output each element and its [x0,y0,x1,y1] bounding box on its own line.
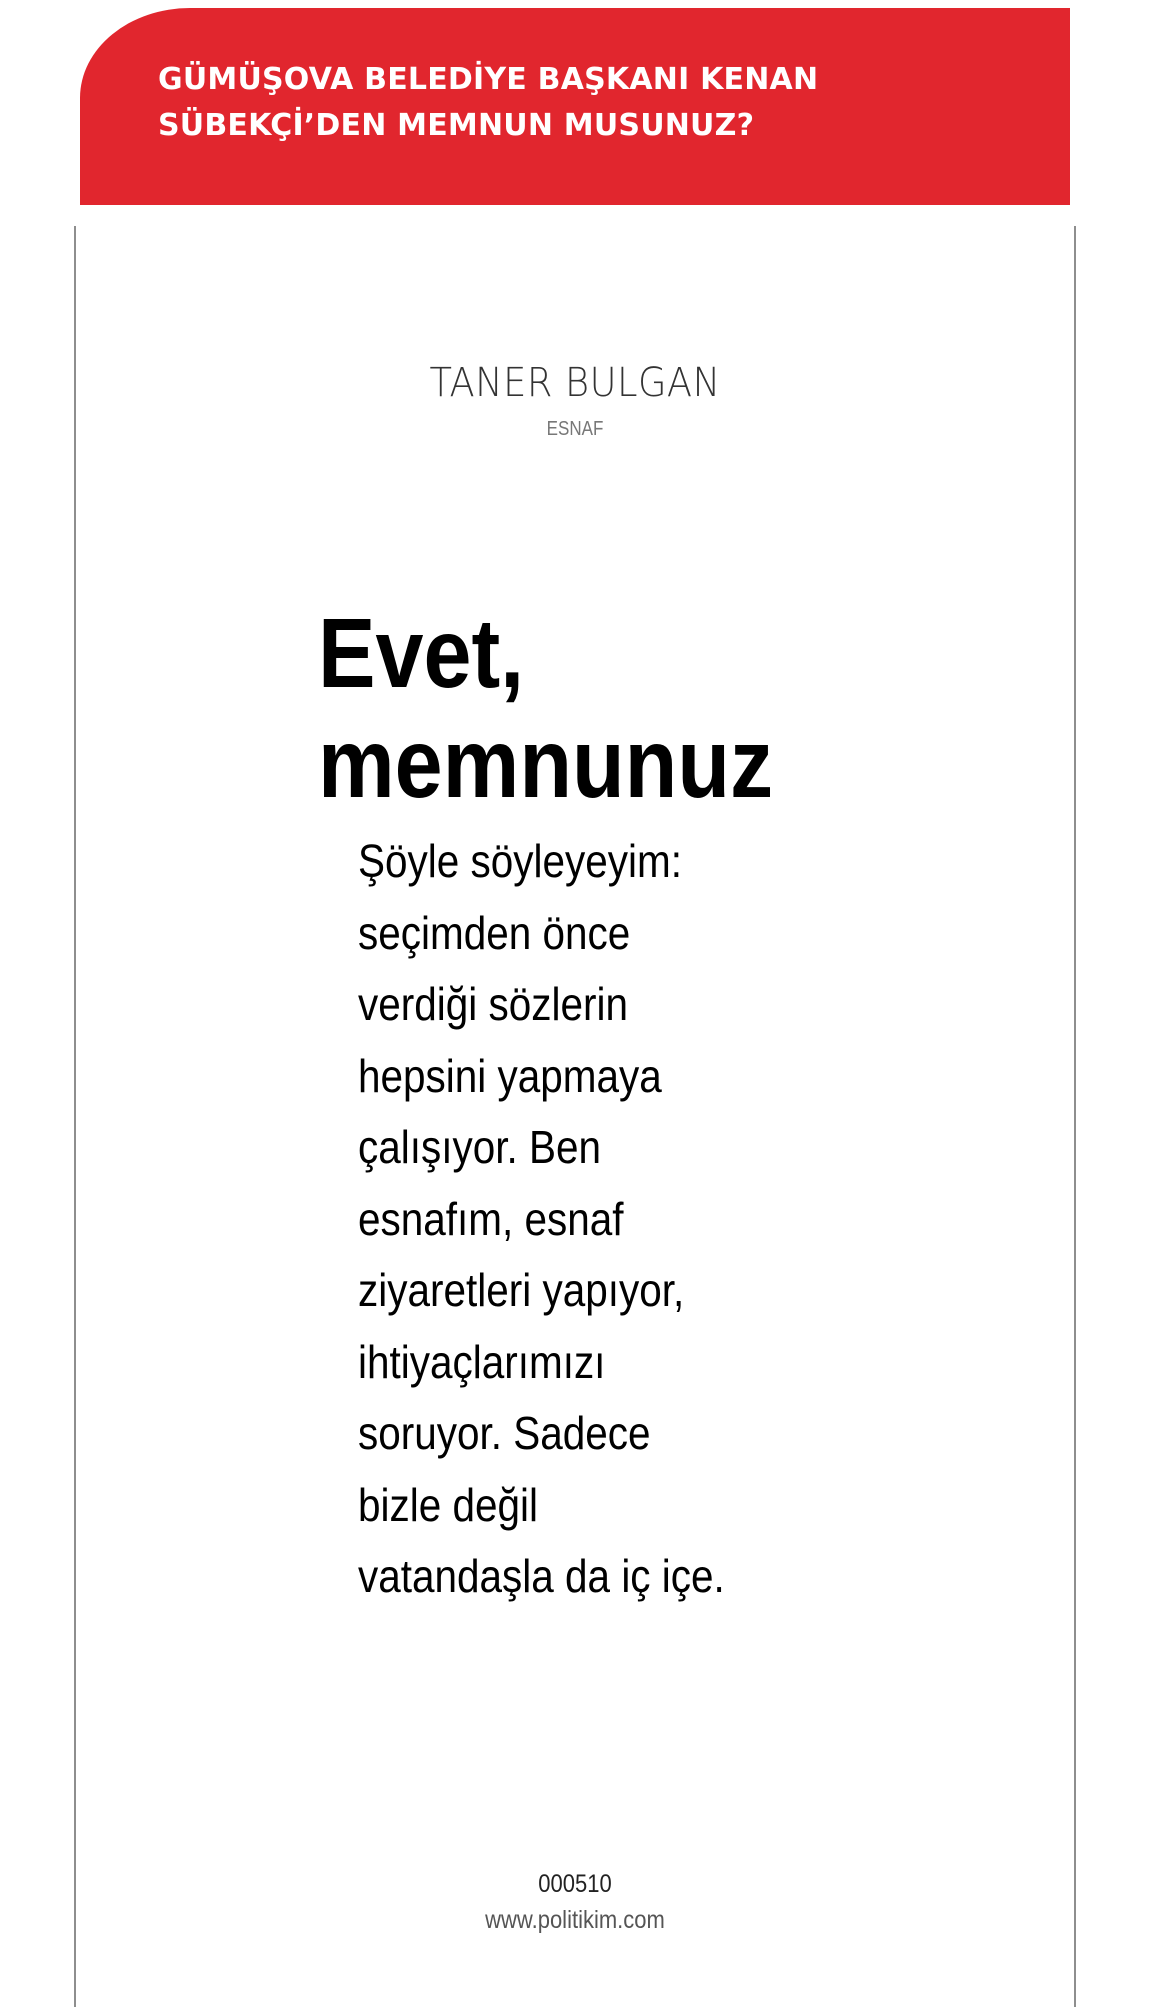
right-border-line [1074,226,1076,2007]
quote-line: Şöyle söyleyeyim: [358,835,682,887]
quote-line: hepsini yapmaya [358,1049,662,1102]
interviewee-name: TANER BULGAN [429,360,721,406]
headline [158,57,1018,149]
quote-line: seçimden önce [358,906,631,959]
quote-line: vatandaşla da iç içe. [358,1550,725,1602]
headline-line-2: SÜBEKÇİ’DEN MEMNUN MUSUNUZ? [158,108,755,143]
quote-line: bizle değil [358,1478,539,1531]
quote-heading [318,598,773,818]
left-border-line [74,226,76,2007]
quote-body [358,826,728,1613]
interviewee-role: ESNAF [546,418,604,440]
quote-line: esnafım, esnaf [358,1192,624,1245]
quote-line: soruyor. Sadece [358,1407,651,1459]
headline-line-1: GÜMÜŞOVA BELEDİYE BAŞKANI KENAN [158,62,819,97]
website-url: www.politikim.com [485,1906,665,1934]
quote-line: çalışıyor. Ben [358,1121,602,1173]
quote-heading-line-2: memnunuz [318,708,774,818]
page-code: 000510 [538,1870,612,1898]
quote-line: ziyaretleri yapıyor, [358,1264,685,1316]
quote-line: verdiği sözlerin [358,978,628,1030]
quote-line: ihtiyaçlarımızı [358,1335,606,1388]
quote-heading-line-1: Evet, [318,598,525,708]
